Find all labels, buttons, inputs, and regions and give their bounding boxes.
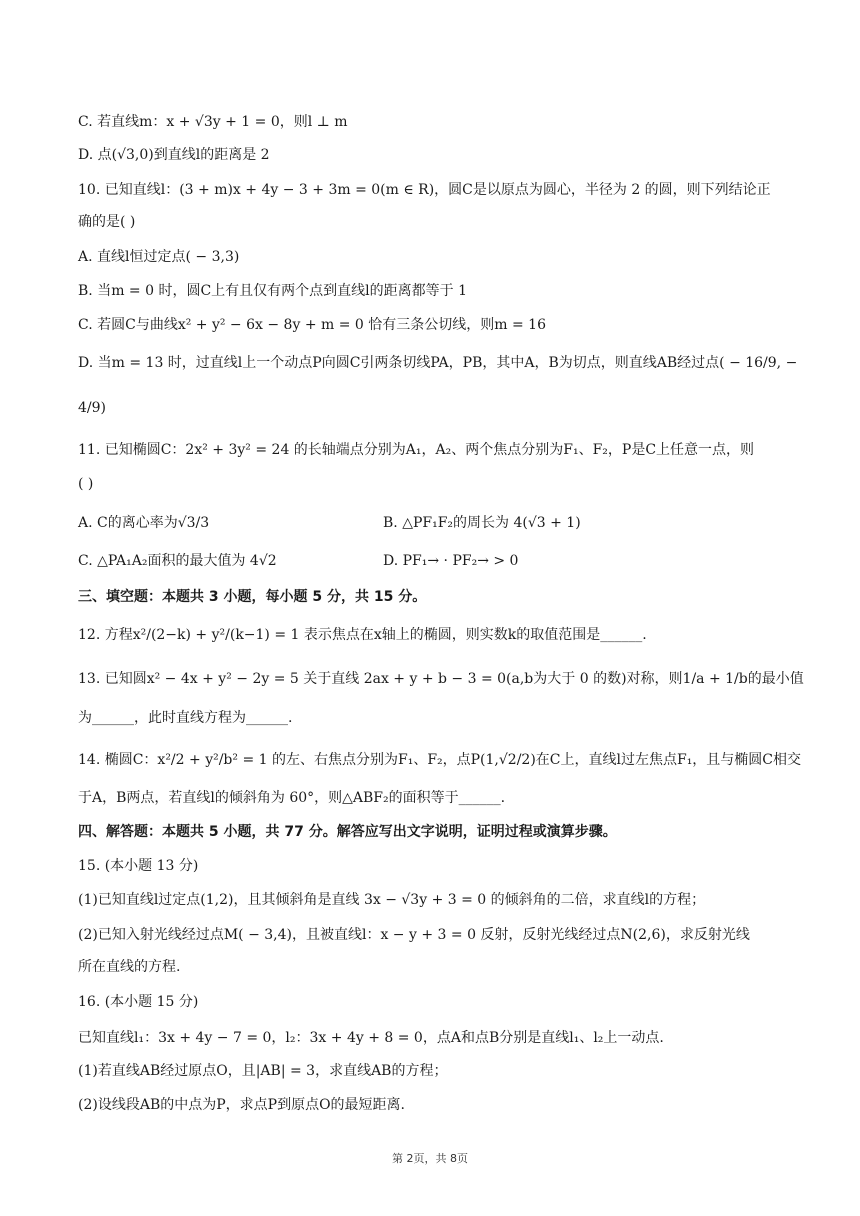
q15-title: 15. (本小题 13 分) bbox=[78, 858, 199, 874]
q11-option-c: C. △PA₁A₂面积的最大值为 4√2 bbox=[78, 553, 277, 569]
q16-stem: 已知直线l₁：3x + 4y − 7 = 0，l₂：3x + 4y + 8 = 0，点A和点B分别是直线l₁、l₂上一动点. bbox=[78, 1030, 664, 1046]
q10-option-d: D. 当m = 13 时，过直线l上一个动点P向圆C引两条切线PA，PB，其中A，B为切点，则直线AB经过点( − 16/9, − bbox=[78, 355, 798, 371]
q15-part-2-cont: 所在直线的方程. bbox=[78, 959, 181, 975]
q16-title: 16. (本小题 15 分) bbox=[78, 994, 199, 1010]
section-heading-solutions: 四、解答题：本题共 5 小题，共 77 分。解答应写出文字说明，证明过程或演算步骤。 bbox=[78, 824, 617, 840]
q10-stem: 10. 已知直线l：(3 + m)x + 4y − 3 + 3m = 0(m ∈ R)，圆C是以原点为圆心，半径为 2 的圆，则下列结论正 bbox=[78, 182, 771, 198]
q11-stem-cont: ( ) bbox=[78, 476, 94, 492]
q13-line: 13. 已知圆x² − 4x + y² − 2y = 5 关于直线 2ax + y + b − 3 = 0(a,b为大于 0 的数)对称，则1/a + 1/b的最小值 bbox=[78, 671, 804, 687]
q15-part-1: (1)已知直线l过定点(1,2)，且其倾斜角是直线 3x − √3y + 3 = 0 的倾斜角的二倍，求直线l的方程； bbox=[78, 892, 706, 908]
q14-line: 14. 椭圆C：x²/2 + y²/b² = 1 的左、右焦点分别为F₁、F₂，点P(1,√2/2)在C上，直线l过左焦点F₁，且与椭圆C相交 bbox=[78, 752, 802, 768]
section-heading-fill-in: 三、填空题：本题共 3 小题，每小题 5 分，共 15 分。 bbox=[78, 589, 427, 605]
q10-option-b: B. 当m = 0 时，圆C上有且仅有两个点到直线l的距离都等于 1 bbox=[78, 283, 467, 299]
q9-option-c: C. 若直线m：x + √3y + 1 = 0，则l ⊥ m bbox=[78, 114, 348, 130]
q11-option-a: A. C的离心率为√3/3 bbox=[78, 515, 210, 531]
q11-option-d: D. PF₁→ · PF₂→ > 0 bbox=[383, 553, 519, 569]
q11-option-b: B. △PF₁F₂的周长为 4(√3 + 1) bbox=[383, 515, 581, 531]
q16-part-2: (2)设线段AB的中点为P，求点P到原点O的最短距离. bbox=[78, 1097, 405, 1113]
page-footer: 第 2页，共 8页 bbox=[392, 1152, 468, 1165]
q11-stem: 11. 已知椭圆C：2x² + 3y² = 24 的长轴端点分别为A₁，A₂、两个焦点分别为F₁、F₂，P是C上任意一点，则 bbox=[78, 442, 755, 458]
q12: 12. 方程x²/(2−k) + y²/(k−1) = 1 表示焦点在x轴上的椭圆，则实数k的取值范围是______. bbox=[78, 627, 647, 643]
q10-option-d-cont: 4/9) bbox=[78, 400, 106, 416]
q10-stem-cont: 确的是( ) bbox=[78, 214, 136, 230]
q9-option-d: D. 点(√3,0)到直线l的距离是 2 bbox=[78, 147, 270, 163]
q13-line-cont: 为______，此时直线方程为______. bbox=[78, 710, 293, 726]
q15-part-2: (2)已知入射光线经过点M( − 3,4)，且被直线l：x − y + 3 = 0 反射，反射光线经过点N(2,6)，求反射光线 bbox=[78, 927, 750, 943]
q10-option-a: A. 直线l恒过定点( − 3,3) bbox=[78, 249, 240, 265]
q14-line-cont: 于A，B两点，若直线l的倾斜角为 60°，则△ABF₂的面积等于______. bbox=[78, 790, 506, 806]
q16-part-1: (1)若直线AB经过原点O，且|AB| = 3，求直线AB的方程； bbox=[78, 1063, 448, 1079]
q10-option-c: C. 若圆C与曲线x² + y² − 6x − 8y + m = 0 恰有三条公切线，则m = 16 bbox=[78, 317, 546, 333]
